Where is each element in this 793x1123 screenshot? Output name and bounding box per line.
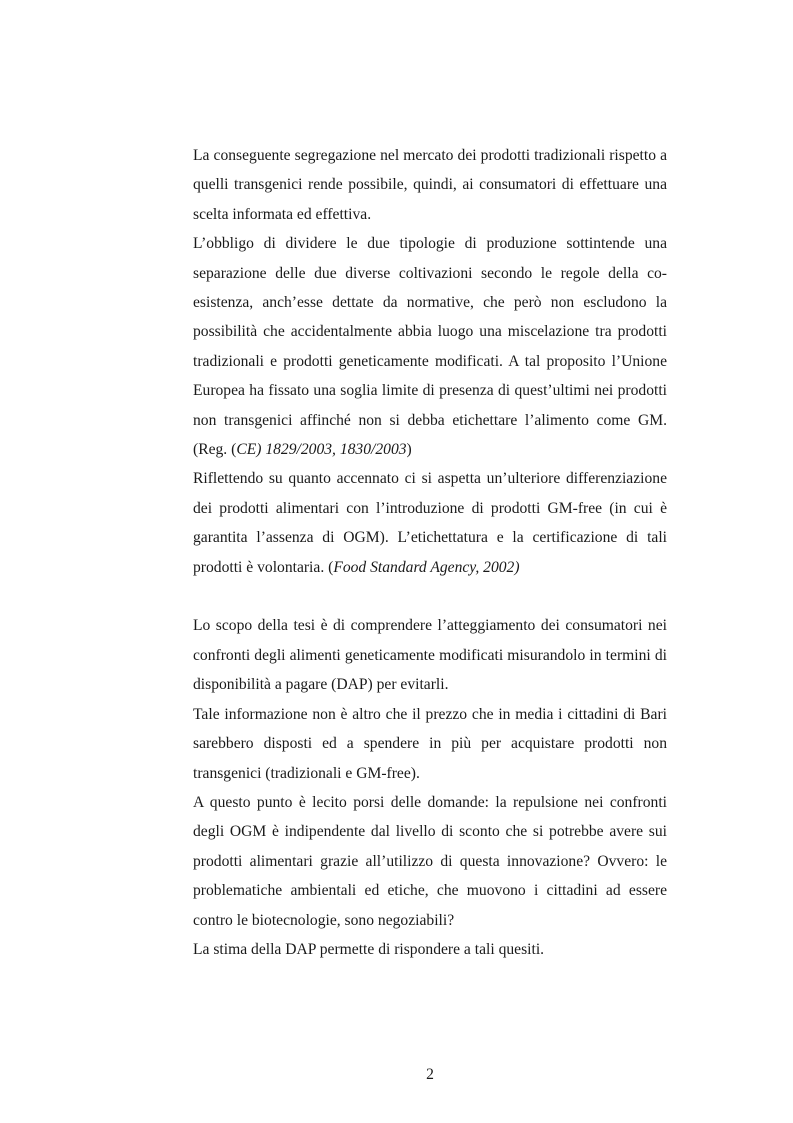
paragraph-coexistence-text: L’obbligo di dividere le due tipologie di produzione sottintende una separazione delle due diverse coltivazioni secondo le regole della co-esistenza, anch’esse dettate da normative, che però non escludono la possibilità che accidentalmente abbia luogo una miscelazione tra prodotti tradizionali e prodotti geneticamente modificati. A tal proposito l’Unione Europea ha fissato una soglia limite di presenza di quest’ultimi nei prodotti non transgenici affinché non si debba etichettare l’alimento come GM. (Reg. ( bbox=[193, 235, 667, 459]
body-text bbox=[193, 141, 667, 964]
paragraph-gm-free-text: Riflettendo su quanto accennato ci si aspetta un’ulteriore differenziazione dei prodotti alimentari con l’introduzione di prodotti GM-free (in cui è garantita l’assenza di OGM). L’etichettatura e la certificazione di tali prodotti è volontaria. ( bbox=[193, 470, 667, 576]
paragraph-thesis-aim: Lo scopo della tesi è di comprendere l’atteggiamento dei consumatori nei confronti degli alimenti geneticamente modificati misurandolo in termini di disponibilità a pagare (DAP) per evitarli. bbox=[193, 617, 667, 694]
regulation-citation: CE) 1829/2003, 1830/2003 bbox=[236, 441, 407, 459]
page-number bbox=[0, 1066, 793, 1084]
agency-citation: Food Standard Agency, 2002) bbox=[333, 558, 520, 576]
paragraph-questions: A questo punto è lecito porsi delle domande: la repulsione nei confronti degli OGM è indipendente dal livello di sconto che si potrebbe avere sui prodotti alimentari grazie all’utilizzo di questa innovazione? Ovvero: le problematiche ambientali ed etiche, che muovono i cittadini ad essere contro le biotecnologie, sono negoziabili? bbox=[193, 793, 667, 929]
paragraph-gap bbox=[193, 582, 667, 611]
page-number-text: 2 bbox=[426, 1066, 434, 1083]
paragraph-coexistence-end: ) bbox=[406, 441, 412, 459]
paragraph-gm-free bbox=[193, 464, 667, 582]
paragraph-price-info: Tale informazione non è altro che il prezzo che in media i cittadini di Bari sarebbero disposti ed a spendere in più per acquistare prodotti non transgenici (tradizionali e GM-free). bbox=[193, 705, 667, 782]
paragraph-segregation: La conseguente segregazione nel mercato dei prodotti tradizionali rispetto a quelli transgenici rende possibile, quindi, ai consumatori di effettuare una scelta informata ed effettiva. bbox=[193, 147, 667, 223]
paragraph-dap-estimate: La stima della DAP permette di rispondere a tali quesiti. bbox=[193, 940, 545, 958]
paragraph-coexistence bbox=[193, 229, 667, 464]
